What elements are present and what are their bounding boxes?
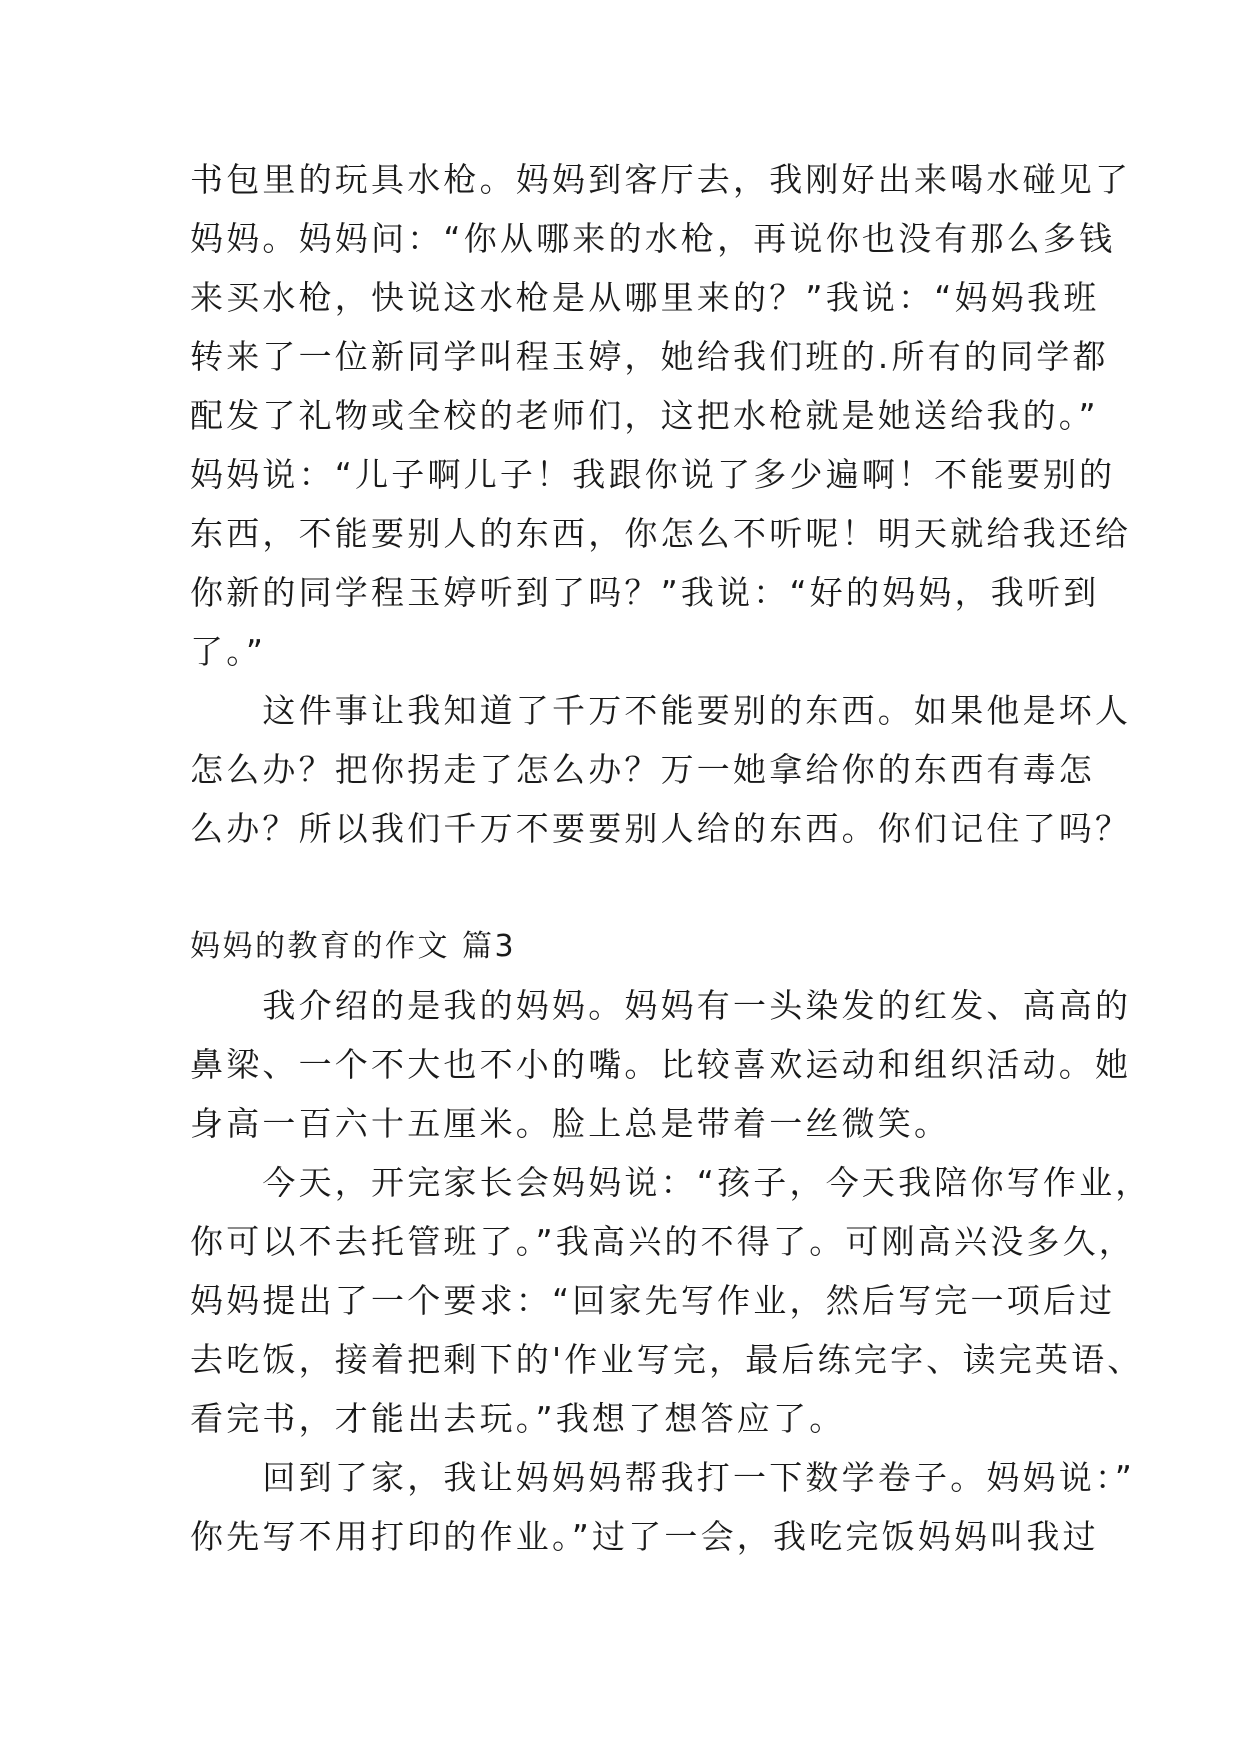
section-gap: [190, 858, 1070, 917]
text-line: 我介绍的是我的妈妈。妈妈有一头染发的红发、高高的: [190, 986, 1132, 1025]
text-line: 你可以不去托管班了。”我高兴的不得了。可刚高兴没多久，: [190, 1222, 1135, 1261]
text-line: 今天，开完家长会妈妈说：“孩子，今天我陪你写作业，: [190, 1163, 1152, 1202]
text-line: 鼻梁、一个不大也不小的嘴。比较喜欢运动和组织活动。她: [190, 1045, 1132, 1084]
text-line: 你新的同学程玉婷听到了吗？”我说：“好的妈妈，我听到: [190, 573, 1100, 612]
text-line: 这件事让我知道了千万不能要别的东西。如果他是坏人: [190, 691, 1132, 730]
text-line: 怎么办？把你拐走了怎么办？万一她拿给你的东西有毒怎: [190, 750, 1095, 789]
text-line: 么办？所以我们千万不要要别人给的东西。你们记住了吗？: [190, 809, 1132, 848]
text-line: 妈妈说：“儿子啊儿子！我跟你说了多少遍啊！不能要别的: [190, 455, 1116, 494]
text-line: 配发了礼物或全校的老师们，这把水枪就是她送给我的。”: [190, 396, 1099, 435]
text-line: 你先写不用打印的作业。”过了一会，我吃完饭妈妈叫我过: [190, 1517, 1099, 1556]
essay-body: [190, 976, 1152, 1566]
text-line: 来买水枪，快说这水枪是从哪里来的？”我说：“妈妈我班: [190, 278, 1100, 317]
story-continuation: [190, 150, 1132, 858]
text-line: 看完书，才能出去玩。”我想了想答应了。: [190, 1399, 846, 1438]
text-line: 妈妈提出了一个要求：“回家先写作业，然后写完一项后过: [190, 1281, 1116, 1320]
text-line: 去吃饭，接着把剩下的'作业写完，最后练完字、读完英语、: [190, 1340, 1144, 1379]
text-line: 妈妈。妈妈问：“你从哪来的水枪，再说你也没有那么多钱: [190, 219, 1116, 258]
text-line: 回到了家，我让妈妈妈帮我打一下数学卷子。妈妈说：”: [190, 1458, 1135, 1497]
text-line: 书包里的玩具水枪。妈妈到客厅去，我刚好出来喝水碰见了: [190, 160, 1132, 199]
document-body: [190, 150, 1152, 1566]
text-line: 东西，不能要别人的东西，你怎么不听呢！明天就给我还给: [190, 514, 1132, 553]
text-line: 身高一百六十五厘米。脸上总是带着一丝微笑。: [190, 1104, 951, 1143]
section-title: 妈妈的教育的作文 篇3: [190, 929, 517, 964]
text-line: 转来了一位新同学叫程玉婷，她给我们班的.所有的同学都: [190, 337, 1109, 376]
text-line: 了。”: [190, 632, 267, 671]
